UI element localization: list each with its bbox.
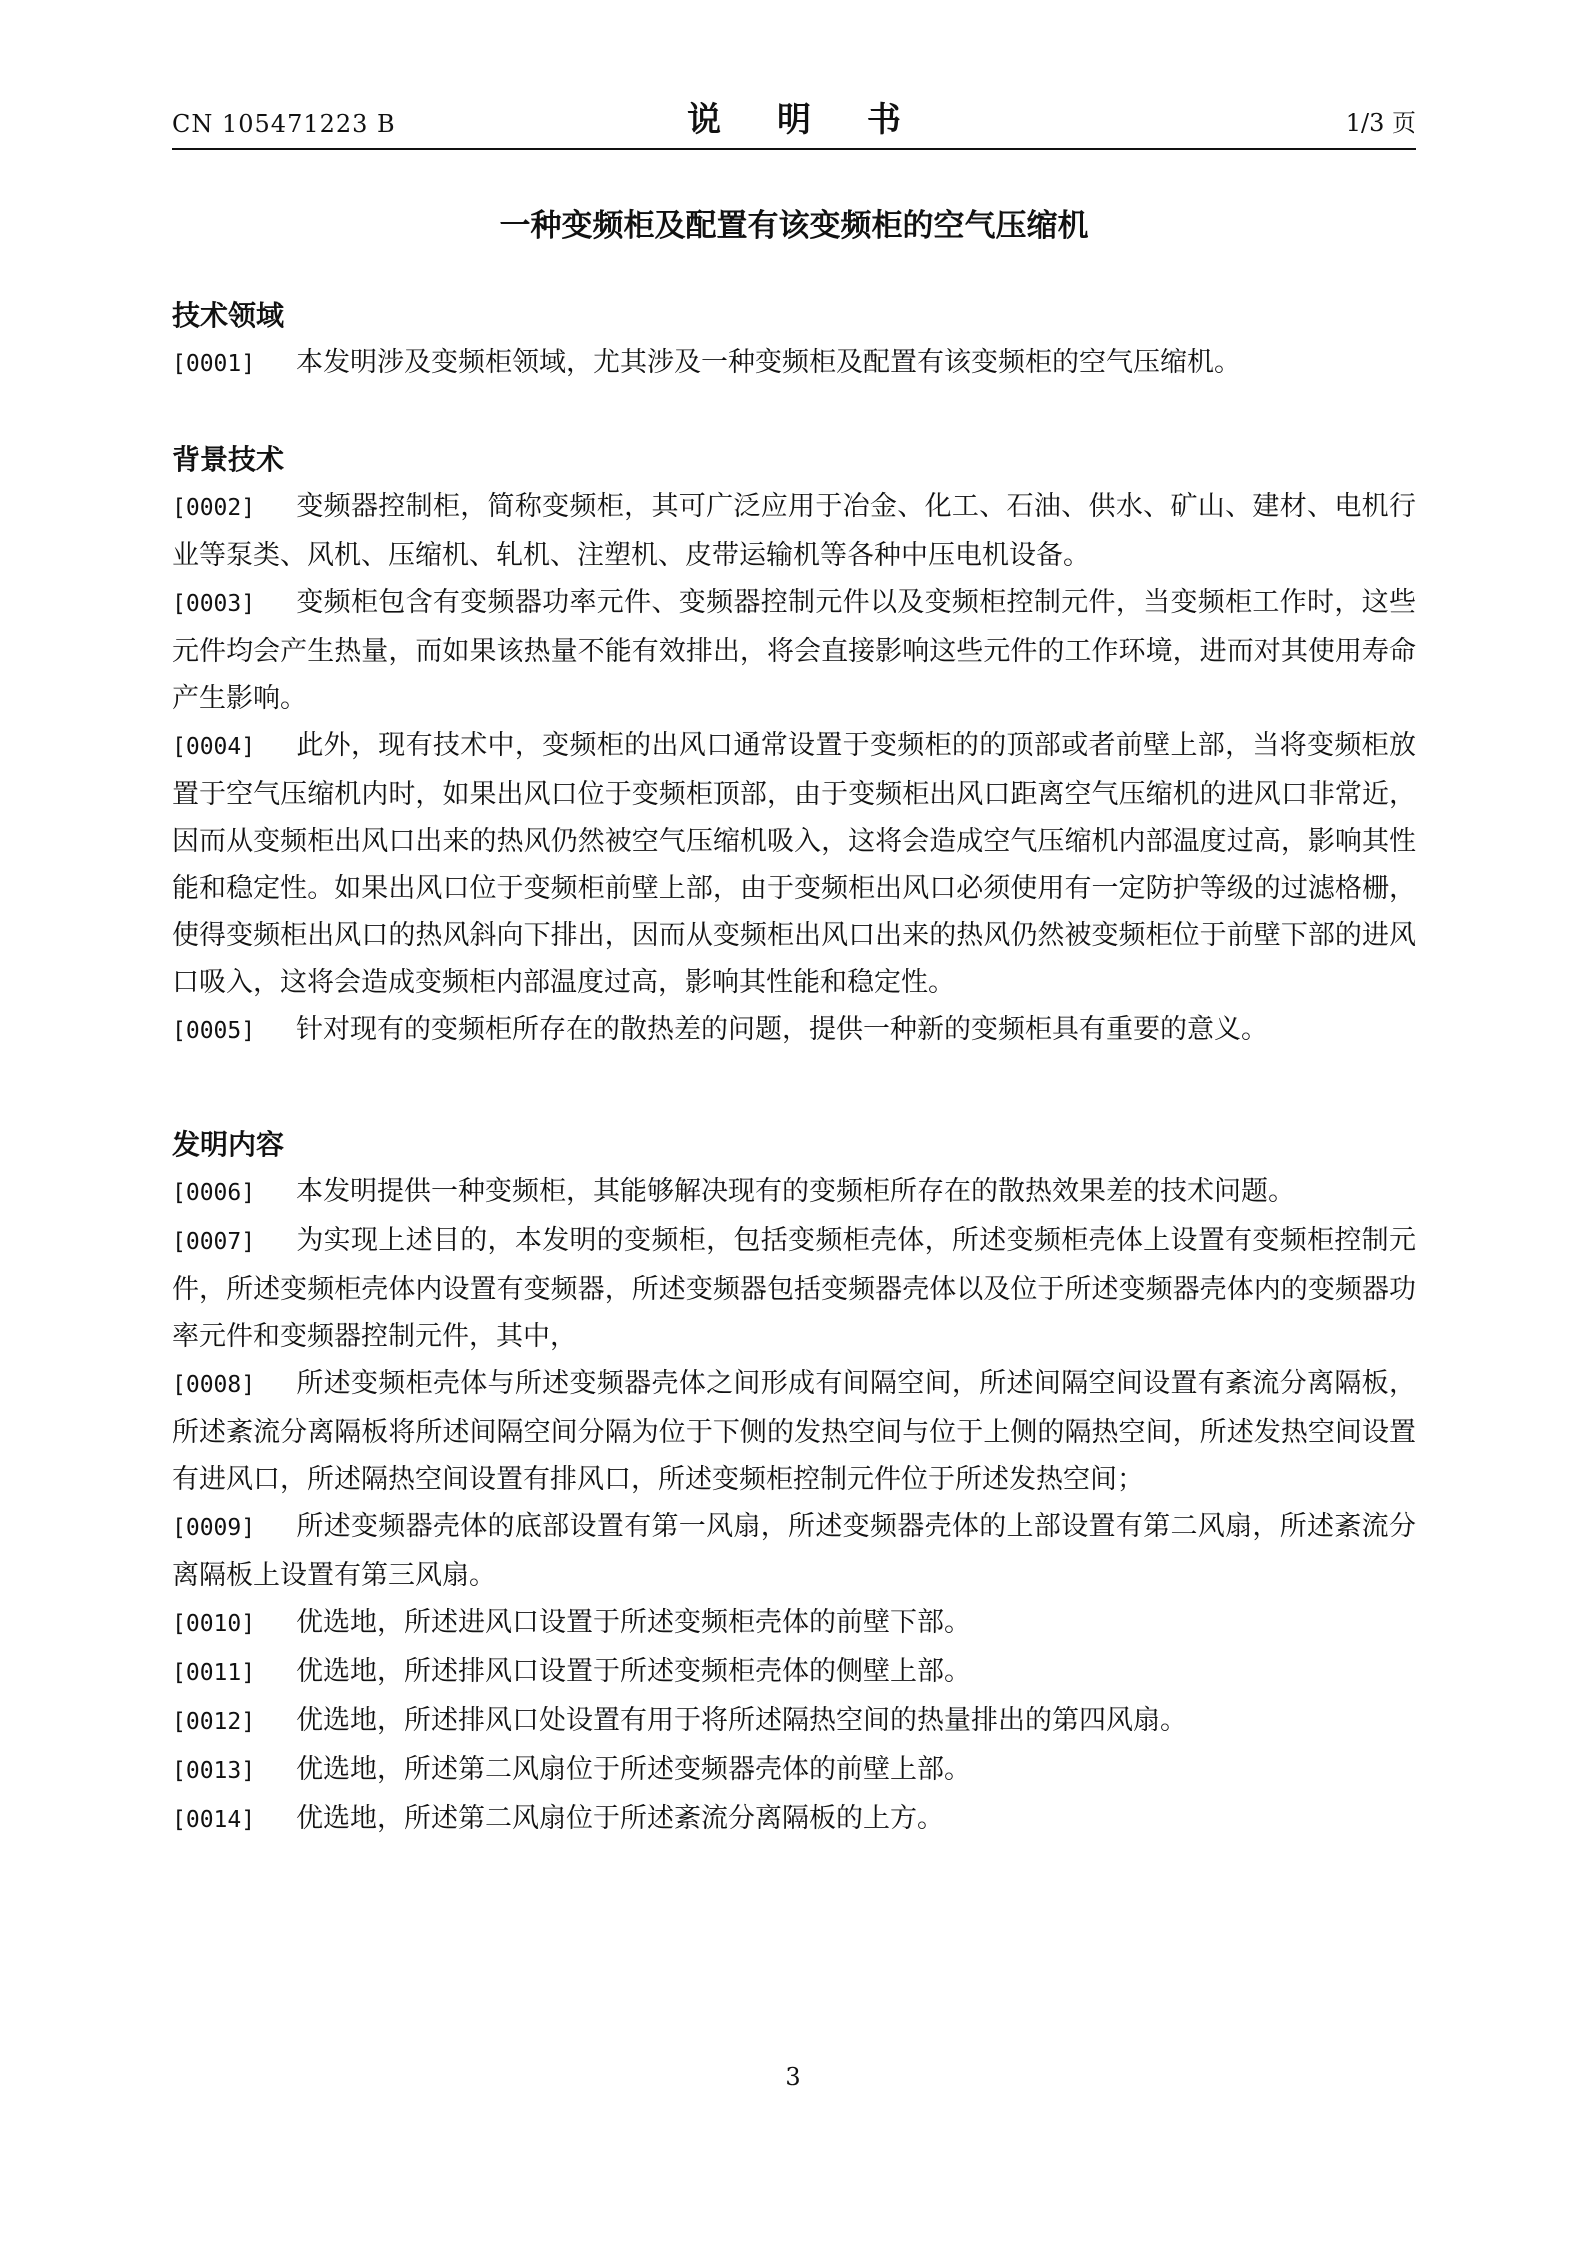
paragraph: [172, 1648, 1416, 1697]
section-heading-background: 背景技术: [172, 443, 285, 476]
section-spacer: [172, 1055, 1416, 1121]
paragraph-text: 优选地，所述第二风扇位于所述紊流分离隔板的上方。: [296, 1803, 944, 1834]
paragraph-text: 本发明涉及变频柜领域，尤其涉及一种变频柜及配置有该变频柜的空气压缩机。: [296, 347, 1241, 378]
patent-number: CN 105471223 B: [172, 110, 396, 138]
paragraph-number: [0010]: [172, 1611, 256, 1637]
paragraph-number: [0003]: [172, 591, 256, 617]
paragraph-text: 本发明提供一种变频柜，其能够解决现有的变频柜所存在的散热效果差的技术问题。: [296, 1176, 1295, 1207]
paragraph: [172, 1599, 1416, 1648]
document-body: [172, 292, 1416, 1844]
paragraph-number: [0008]: [172, 1372, 256, 1398]
page-header: [172, 92, 1416, 150]
paragraph-number: [0012]: [172, 1709, 256, 1735]
paragraph-number: [0006]: [172, 1180, 256, 1206]
paragraph: [172, 722, 1416, 1006]
document-title: 一种变频柜及配置有该变频柜的空气压缩机: [499, 208, 1089, 244]
paragraph: [172, 339, 1416, 388]
paragraph: [172, 579, 1416, 722]
paragraph-number: [0001]: [172, 351, 256, 377]
paragraph: [172, 1360, 1416, 1503]
paragraph-number: [0014]: [172, 1807, 256, 1833]
paragraph-text: 优选地，所述进风口设置于所述变频柜壳体的前壁下部。: [296, 1607, 971, 1638]
header-rule: [172, 148, 1416, 150]
paragraph-text: 变频柜包含有变频器功率元件、变频器控制元件以及变频柜控制元件，当变频柜工作时，这些元件均会产生热量，而如果该热量不能有效排出，将会直接影响这些元件的工作环境，进而对其使用寿命产生影响。: [172, 587, 1416, 714]
page-indicator: 1/3 页: [1345, 109, 1416, 137]
paragraph-number: [0005]: [172, 1018, 256, 1044]
paragraph: [172, 1217, 1416, 1360]
paragraph-text: 为实现上述目的，本发明的变频柜，包括变频柜壳体，所述变频柜壳体上设置有变频柜控制元件，所述变频柜壳体内设置有变频器，所述变频器包括变频器壳体以及位于所述变频器壳体内的变频器功率元件和变频器控制元件，其中，: [172, 1225, 1416, 1352]
section-heading-technical-field: 技术领域: [172, 299, 285, 332]
paragraph-text: 此外，现有技术中，变频柜的出风口通常设置于变频柜的的顶部或者前壁上部，当将变频柜放置于空气压缩机内时，如果出风口位于变频柜顶部，由于变频柜出风口距离空气压缩机的进风口非常近，因而从变频柜出风口出来的热风仍然被空气压缩机吸入，这将会造成空气压缩机内部温度过高，影响其性能和稳定性。如果出风口位于变频柜前壁上部，由于变频柜出风口必须使用有一定防护等级的过滤格栅，使得变频柜出风口的热风斜向下排出，因而从变频柜出风口出来的热风仍然被变频柜位于前壁下部的进风口吸入，这将会造成变频柜内部温度过高，影响其性能和稳定性。: [172, 730, 1416, 998]
page-number: 3: [785, 2063, 801, 2091]
document-type: 说 明 书: [687, 100, 923, 140]
paragraph-number: [0011]: [172, 1660, 256, 1686]
paragraph-number: [0009]: [172, 1515, 256, 1541]
paragraph: [172, 483, 1416, 579]
paragraph-number: [0004]: [172, 734, 256, 760]
paragraph: [172, 1168, 1416, 1217]
paragraph-text: 所述变频柜壳体与所述变频器壳体之间形成有间隔空间，所述间隔空间设置有紊流分离隔板，所述紊流分离隔板将所述间隔空间分隔为位于下侧的发热空间与位于上侧的隔热空间，所述发热空间设置有进风口，所述隔热空间设置有排风口，所述变频柜控制元件位于所述发热空间；: [172, 1368, 1416, 1495]
paragraph-text: 所述变频器壳体的底部设置有第一风扇，所述变频器壳体的上部设置有第二风扇，所述紊流分离隔板上设置有第三风扇。: [172, 1511, 1416, 1591]
paragraph: [172, 1006, 1416, 1055]
paragraph-text: 针对现有的变频柜所存在的散热差的问题，提供一种新的变频柜具有重要的意义。: [296, 1014, 1268, 1045]
paragraph: [172, 1746, 1416, 1795]
paragraph-text: 优选地，所述第二风扇位于所述变频器壳体的前壁上部。: [296, 1754, 971, 1785]
paragraph-text: 优选地，所述排风口设置于所述变频柜壳体的侧壁上部。: [296, 1656, 971, 1687]
section-heading-summary: 发明内容: [172, 1128, 285, 1161]
paragraph: [172, 1795, 1416, 1844]
section-spacer: [172, 388, 1416, 436]
paragraph-text: 变频器控制柜，简称变频柜，其可广泛应用于冶金、化工、石油、供水、矿山、建材、电机行业等泵类、风机、压缩机、轧机、注塑机、皮带运输机等各种中压电机设备。: [172, 491, 1416, 571]
paragraph-number: [0013]: [172, 1758, 256, 1784]
paragraph: [172, 1697, 1416, 1746]
paragraph-number: [0002]: [172, 495, 256, 521]
paragraph: [172, 1503, 1416, 1599]
paragraph-number: [0007]: [172, 1229, 256, 1255]
paragraph-text: 优选地，所述排风口处设置有用于将所述隔热空间的热量排出的第四风扇。: [296, 1705, 1187, 1736]
